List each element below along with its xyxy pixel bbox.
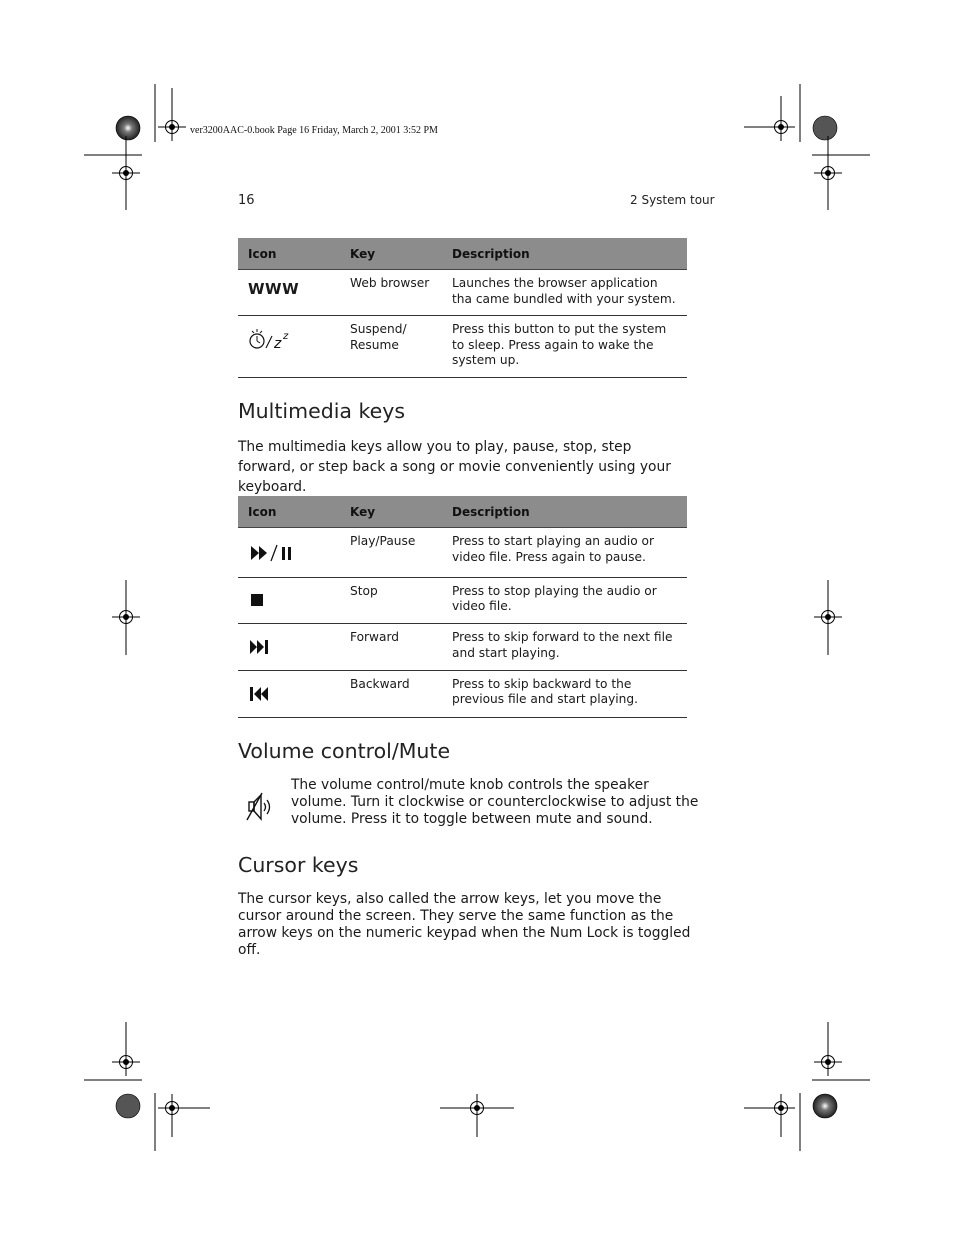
volume-text: The volume control/mute knob controls the speaker volume. Turn it clockwise or counterclockwise to adjust the volume. Press it to toggle between mute and sound.	[291, 777, 699, 827]
mute-speaker-icon	[244, 789, 274, 825]
table-row	[238, 270, 687, 316]
volume-heading: Volume control/Mute	[238, 739, 451, 763]
svg-text:z: z	[274, 336, 282, 352]
key-description: Launches the browser application tha came bundled with your system.	[442, 270, 687, 316]
special-keys-table	[238, 238, 687, 378]
col-description-header: Description	[442, 238, 687, 270]
key-name: Forward	[340, 624, 442, 671]
col-key-header: Key	[340, 496, 442, 528]
key-description: Press to stop playing the audio or video file.	[442, 577, 687, 624]
table-header-row	[238, 496, 687, 528]
svg-text:z: z	[283, 331, 289, 342]
page-number: 16	[238, 193, 255, 208]
key-description: Press this button to put the system to sleep. Press again to wake the system up.	[442, 316, 687, 378]
table-row	[238, 316, 687, 378]
print-slug: ver3200AAC-0.book Page 16 Friday, March 2, 2001 3:52 PM	[190, 125, 438, 136]
forward-icon	[248, 637, 272, 657]
key-name: Stop	[340, 577, 442, 624]
key-name: Web browser	[340, 270, 442, 316]
key-name: Play/Pause	[340, 528, 442, 578]
backward-icon	[248, 684, 272, 704]
table-row	[238, 670, 687, 717]
stop-icon	[248, 591, 268, 611]
key-description: Press to skip backward to the previous file and start playing.	[442, 670, 687, 717]
table-header-row	[238, 238, 687, 270]
cursor-text: The cursor keys, also called the arrow keys, let you move the cursor around the screen. They serve the same function as the arrow keys on the numeric keypad when the Num Lock is toggled off.	[238, 891, 691, 958]
table-row	[238, 577, 687, 624]
col-icon-header: Icon	[238, 496, 340, 528]
play-pause-icon	[248, 542, 298, 564]
col-key-header: Key	[340, 238, 442, 270]
table-row	[238, 528, 687, 578]
multimedia-keys-table	[238, 496, 687, 718]
multimedia-intro: The multimedia keys allow you to play, pause, stop, step forward, or step back a song or movie conveniently using your keyboard.	[238, 439, 671, 495]
key-description: Press to start playing an audio or video file. Press again to pause.	[442, 528, 687, 578]
suspend-resume-icon	[248, 324, 298, 354]
col-description-header: Description	[442, 496, 687, 528]
key-description: Press to skip forward to the next file and start playing.	[442, 624, 687, 671]
chapter-title: 2 System tour	[630, 193, 715, 207]
col-icon-header: Icon	[238, 238, 340, 270]
key-name: Backward	[340, 670, 442, 717]
key-name: Suspend/ Resume	[340, 316, 442, 378]
table-row	[238, 624, 687, 671]
cursor-heading: Cursor keys	[238, 853, 359, 877]
multimedia-heading: Multimedia keys	[238, 399, 406, 423]
www-icon: WWW	[248, 280, 300, 298]
